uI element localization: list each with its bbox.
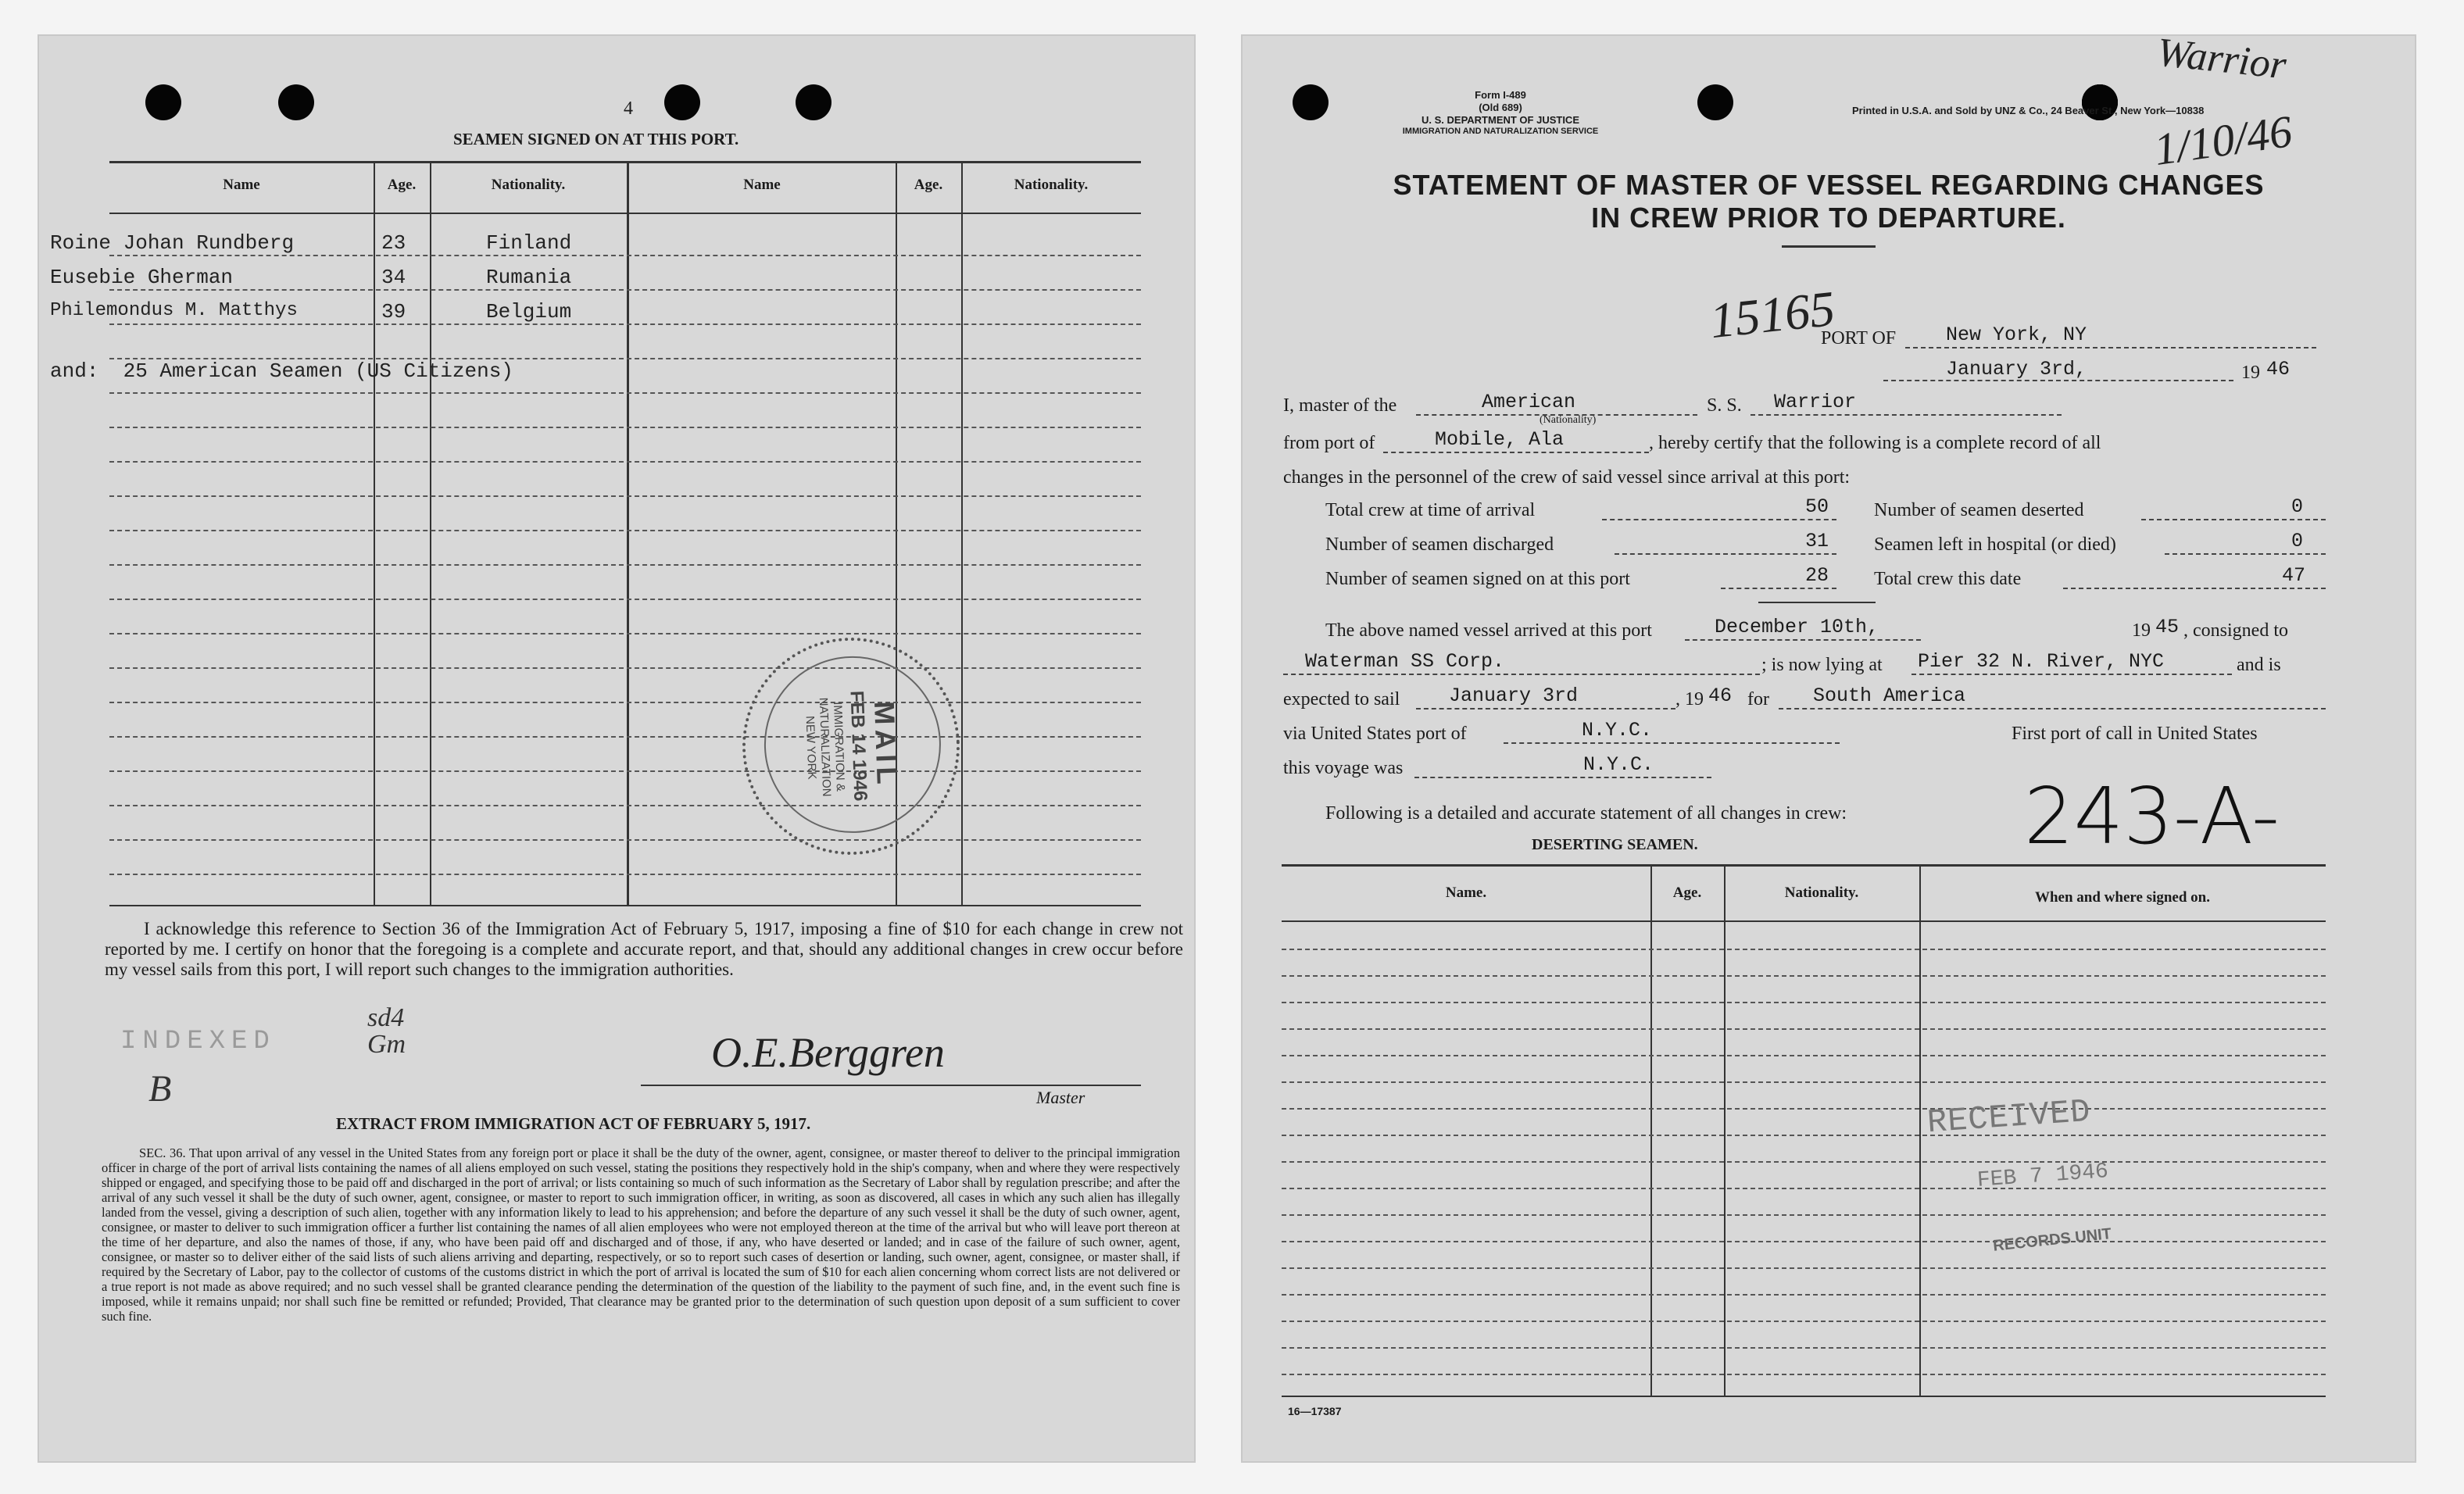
stats-rule [1758, 602, 1876, 603]
from-port-value: Mobile, Ala [1435, 428, 1565, 451]
right-page [1241, 30, 2416, 1463]
from-port-label: from port of [1283, 433, 1375, 453]
via-label: via United States port of [1283, 724, 1467, 744]
nationality-value: American [1482, 391, 1576, 413]
col-divider [1650, 866, 1652, 1396]
table-row-line [109, 770, 1141, 772]
master-label: Master [1036, 1088, 1085, 1107]
row-name: Roine Johan Rundberg [50, 231, 295, 255]
arrived-year: 45 [2155, 616, 2180, 638]
master-of-label: I, master of the [1283, 395, 1397, 416]
table-bottom-rule [109, 905, 1141, 906]
table-row-line [109, 564, 1141, 566]
master-signature: O.E.Berggren [711, 1029, 945, 1076]
punch-hole [145, 84, 181, 120]
punch-hole [1293, 84, 1329, 120]
acknowledgment-text: I acknowledge this reference to Section 36 of the Immigration Act of February 5, 1917, imposing a fine of $10 for each change in crew not reported by me. I certify on honor that the foregoing is a complete and accurate report, and that, should any additional changes in crew occur before my vessel sails from this port, I will report such changes to the immigration authorities. [105, 919, 1183, 979]
table-row-line [109, 255, 1141, 256]
big-number: 243-A- [2024, 770, 2280, 862]
lying-label: ; is now lying at [1761, 655, 1883, 675]
table-row-line [109, 599, 1141, 600]
table-header-rule [109, 213, 1141, 214]
table-row-line [1282, 1135, 2326, 1136]
title-underline [1782, 245, 1876, 248]
file-number: 15165 [1707, 280, 1838, 349]
date-value: January 3rd, [1946, 358, 2087, 381]
table-row-line [109, 495, 1141, 497]
col-header-nationality: Nationality. [491, 177, 566, 193]
mail-stamp-line: IMMIGRATION & [831, 701, 848, 792]
table-header-rule [1282, 920, 2326, 922]
stat-label: Total crew at time of arrival [1325, 500, 1536, 520]
extra-seamen-line: and: 25 American Seamen (US Citizens) [50, 359, 513, 383]
table-row-line [109, 530, 1141, 531]
table-row-line [1282, 1214, 2326, 1216]
col-divider [430, 163, 431, 905]
table-bottom-rule [1282, 1396, 2326, 1397]
mail-stamp-title: MAIL [868, 700, 903, 790]
consignee-value: Waterman SS Corp. [1305, 650, 1505, 673]
stat-value: 28 [1805, 564, 1829, 587]
first-port-label: First port of call in United States [2012, 724, 2258, 744]
table-row-line [109, 323, 1141, 325]
table-row-line [1282, 1108, 2326, 1110]
handwritten-vessel: Warrior [2155, 30, 2289, 88]
col-divider [1919, 866, 1921, 1396]
expected-label: expected to sail [1283, 689, 1400, 709]
lying-value: Pier 32 N. River, NYC [1918, 650, 2165, 673]
table-row-line [1282, 1294, 2326, 1296]
mail-stamp-line: NATURALIZATION [816, 697, 834, 797]
and-is: and is [2237, 655, 2281, 675]
deserting-title: DESERTING SEAMEN. [1532, 836, 1698, 853]
table-row-line [1282, 1161, 2326, 1163]
voyage-value: N.Y.C. [1583, 753, 1654, 776]
row-nationality: Finland [486, 231, 572, 255]
col-divider [627, 163, 629, 905]
row-age: 23 [381, 231, 406, 255]
handwritten-date: 1/10/46 [2151, 105, 2295, 176]
table-row-line [1282, 1267, 2326, 1269]
table-top-rule [109, 161, 1141, 163]
handwritten-initials: sd4 Gm [367, 1003, 406, 1059]
arrived-label: The above named vessel arrived at this port [1325, 620, 1652, 641]
department: U. S. DEPARTMENT OF JUSTICE [1422, 114, 1579, 126]
form-title-line2: IN CREW PRIOR TO DEPARTURE. [1591, 202, 2066, 234]
expected-year: 46 [1708, 684, 1733, 707]
punch-hole [664, 84, 700, 120]
port-label: PORT OF [1821, 328, 1897, 348]
table-row-line [1282, 949, 2326, 950]
table-row-line [109, 427, 1141, 428]
stat-label: Number of seamen deserted [1874, 500, 2084, 520]
table-row-line [109, 667, 1141, 669]
table-row-line [109, 736, 1141, 738]
handwritten-b: B [148, 1068, 172, 1110]
year-value: 46 [2266, 358, 2291, 381]
punch-hole [278, 84, 314, 120]
row-nationality: Belgium [486, 300, 572, 323]
table-row-line [109, 392, 1141, 394]
received-date: FEB 7 1946 [1976, 1160, 2109, 1193]
consigned-label: , consigned to [2183, 620, 2288, 641]
table-row-line [1282, 975, 2326, 977]
stat-value: 0 [2291, 530, 2304, 552]
stat-value: 47 [2282, 564, 2306, 587]
section-title: SEAMEN SIGNED ON AT THIS PORT. [453, 130, 739, 148]
received-stamp: RECEIVED [1926, 1092, 2093, 1142]
table-row-line [1282, 1055, 2326, 1056]
arrived-value: December 10th, [1715, 616, 1879, 638]
row-nationality: Rumania [486, 266, 572, 289]
table-row-line [1282, 1188, 2326, 1189]
via-value: N.Y.C. [1582, 719, 1653, 742]
printer-line: Printed in U.S.A. and Sold by UNZ & Co., 24 Beaver St., New York—10838 [1852, 105, 2205, 116]
col-header-nationality: Nationality. [1784, 885, 1859, 901]
form-old-number: (Old 689) [1479, 102, 1522, 113]
footer-code: 16—17387 [1288, 1405, 1342, 1417]
form-title-line1: STATEMENT OF MASTER OF VESSEL REGARDING CHANGES [1393, 169, 2265, 201]
extract-text: SEC. 36. That upon arrival of any vessel in the United States from any foreign port or place it shall be the duty of the owner, agent, consignee, or master thereof to deliver to the principal immigration officer in charge of the port of arrival lists containing the names of all aliens employed on such vessel, stating the positions they respectively hold in the ship's company, when and where they were respectively shipped or engaged, and specifying those to be paid off and discharged in the port of arrival; or lists containing so much of such information as the Secretary of Labor shall by regulation prescribe; and after the arrival of any such vessel it shall be the duty of such owner, agent, consignee, or master to report to such immigration officer, in writing, as soon as discovered, all cases in which any such alien has illegally landed from the vessel, giving a description of such alien, together with any information likely to lead to his apprehension; and before the departure of any such vessel it shall be the duty of such owner, agent, consignee, or master to deliver to such immigration officer a further list containing the names of all alien employees who were not employed thereon at the time of the arrival but who will leave port thereon at the time of her departure, and also the names of those, if any, who have been paid off and discharged and of those, if any, who have deserted or landed; and in case of the failure of such owner, agent, consignee, or master so to deliver either of the said lists of such aliens arriving and departing, respectively, or so to report such cases of desertion or landing, such owner, agent, consignee, or master shall, if required by the Secretary of Labor, pay to the collector of customs of the customs district in which the port of arrival is located the sum of $10 for each alien concerning whom correct lists are not delivered or a true report is not made as above required; and no such vessel shall be granted clearance pending the determination of the question of the liability to the payment of such fine, and, in the event such fine is imposed, while it remains unpaid; nor shall such fine be remitted or refunded; Provided, That clearance may be granted prior to the determination of such question upon deposit of a sum sufficient to cover such fine. [102, 1146, 1180, 1324]
for-value: South America [1813, 684, 1966, 707]
certify-text: , hereby certify that the following is a complete record of all [1649, 433, 2101, 453]
nationality-caption: (Nationality) [1540, 414, 1597, 426]
row-age: 39 [381, 300, 406, 323]
following-text: Following is a detailed and accurate statement of all changes in crew: [1325, 803, 1847, 824]
col-header-age: Age. [1672, 885, 1702, 901]
table-row-line [109, 839, 1141, 841]
table-row-line [1282, 1081, 2326, 1083]
table-row-line [1282, 1241, 2326, 1242]
col-header-name: Name. [1445, 885, 1487, 901]
arrived-year-prefix: 19 [2132, 620, 2151, 641]
table-top-rule [1282, 864, 2326, 867]
indexed-stamp: INDEXED [120, 1027, 276, 1056]
table-row-line [1282, 1321, 2326, 1322]
stat-label: Number of seamen discharged [1325, 534, 1554, 555]
port-value: New York, NY [1946, 323, 2087, 346]
col-header-name-2: Name [743, 177, 781, 193]
punch-hole [1697, 84, 1733, 120]
col-header-age: Age. [387, 177, 417, 193]
row-name: Eusebie Gherman [50, 266, 234, 289]
table-row-line [109, 633, 1141, 634]
table-row-line [1282, 1028, 2326, 1030]
vessel-value: Warrior [1774, 391, 1857, 413]
service-name: IMMIGRATION AND NATURALIZATION SERVICE [1402, 127, 1599, 136]
col-divider [374, 163, 375, 905]
col-header-when-where: When and where signed on. [2034, 889, 2210, 906]
for-label: for [1747, 689, 1769, 709]
table-row-line [109, 805, 1141, 806]
page-number: 4 [624, 98, 633, 119]
stat-value: 31 [1805, 530, 1829, 552]
signature-line [641, 1085, 1141, 1086]
punch-hole [796, 84, 831, 120]
table-row-line [1282, 1347, 2326, 1349]
extract-title: EXTRACT FROM IMMIGRATION ACT OF FEBRUARY 5, 1917. [336, 1114, 811, 1133]
stat-value: 0 [2291, 495, 2304, 518]
stat-label: Total crew this date [1874, 569, 2022, 589]
year-prefix: 19 [2241, 363, 2260, 383]
changes-text: changes in the personnel of the crew of said vessel since arrival at this port: [1283, 467, 1851, 488]
left-page [38, 34, 1196, 1463]
mail-stamp-line: NEW YORK [803, 715, 819, 780]
col-header-age-2: Age. [914, 177, 943, 193]
col-header-name: Name [223, 177, 260, 193]
stat-label: Seamen left in hospital (or died) [1874, 534, 2116, 555]
table-row-line [109, 874, 1141, 875]
row-age: 34 [381, 266, 406, 289]
row-name: Philemondus M. Matthys [50, 300, 298, 321]
col-divider [1724, 866, 1726, 1396]
col-divider [961, 163, 963, 905]
expected-value: January 3rd [1449, 684, 1579, 707]
table-row-line [1282, 1002, 2326, 1003]
voyage-label: this voyage was [1283, 758, 1404, 778]
ss-label: S. S. [1707, 395, 1742, 416]
mail-stamp-date: FEB 14 1946 [846, 690, 871, 802]
form-number: Form I-489 [1475, 89, 1526, 101]
stat-value: 50 [1805, 495, 1829, 518]
table-row-line [109, 702, 1141, 703]
stat-label: Number of seamen signed on at this port [1325, 569, 1630, 589]
table-row-line [109, 289, 1141, 291]
col-header-nationality-2: Nationality. [1014, 177, 1089, 193]
table-row-line [1282, 1374, 2326, 1375]
expected-year-prefix: , 19 [1675, 689, 1704, 709]
records-unit-stamp: RECORDS UNIT [1992, 1225, 2112, 1255]
table-row-line [109, 461, 1141, 463]
